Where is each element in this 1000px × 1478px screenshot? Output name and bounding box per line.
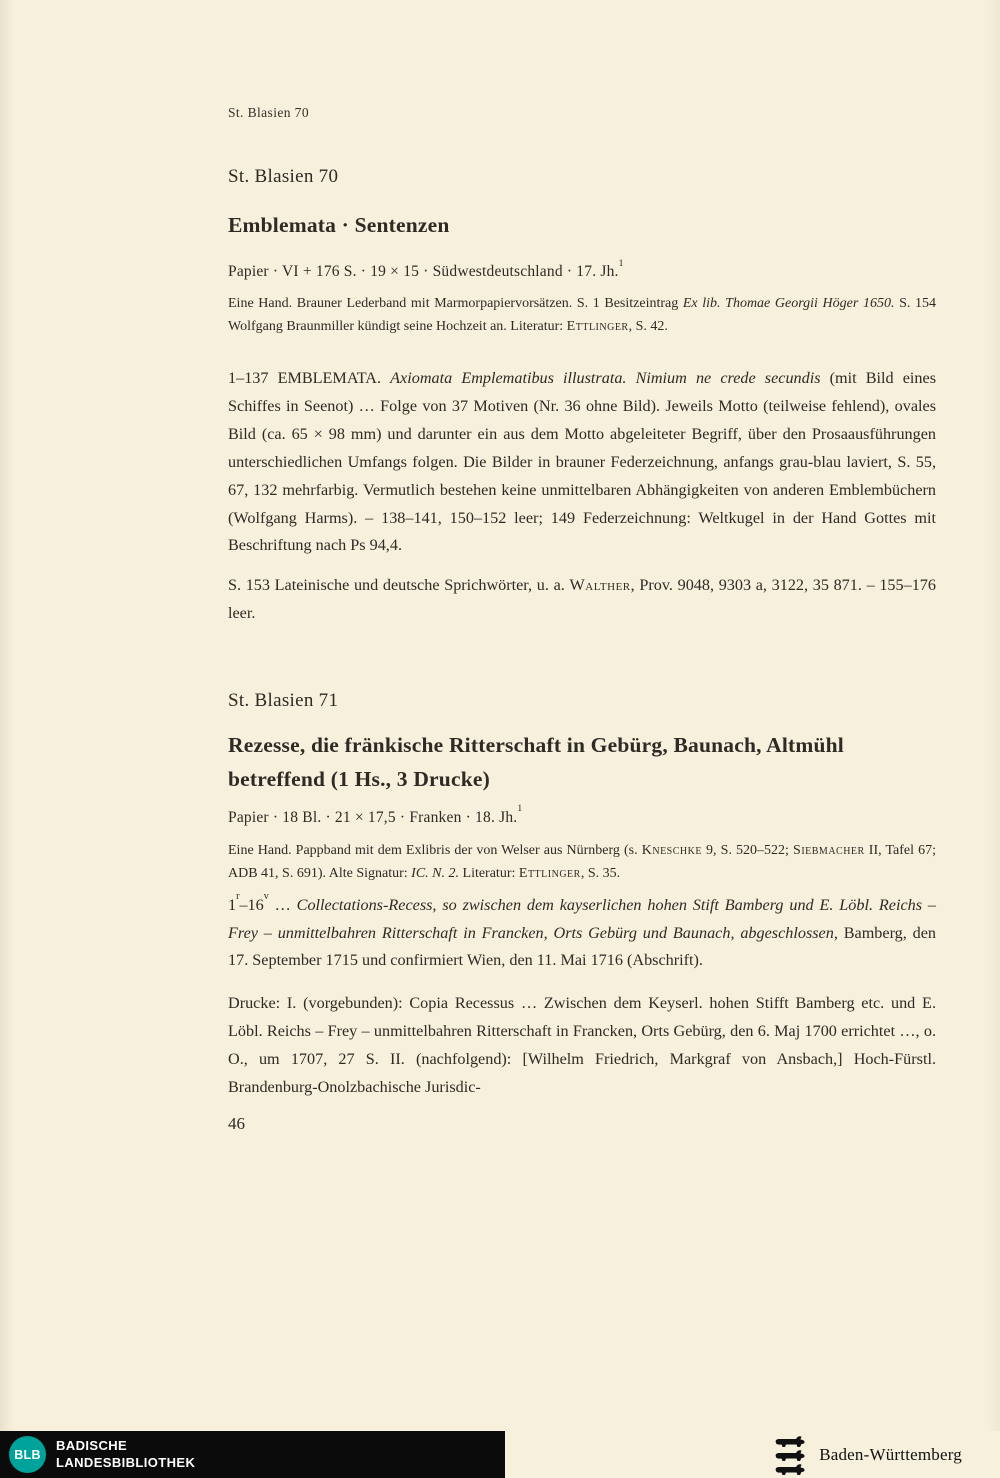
entry-st-blasien-71	[228, 690, 936, 1102]
entry-title: Rezesse, die fränkische Ritterschaft in Gebürg, Baunach, Altmühl betreffend (1 Hs., 3 Drucke)	[228, 733, 844, 792]
blb-logo-icon	[9, 1436, 46, 1473]
content-paragraph-drucke: Drucke: I. (vorgebunden): Copia Recessus … Zwischen dem Keyserl. hohen Stifft Bamberg etc. und E. Löbl. Reichs – Frey – unmittelbahren Ritterschaft in Francken, Orts Gebürg, den 6. Maj 1700 errichtet …, o. O., um 1707, 27 S. II. (nachfolgend): [Wilhelm Friedrich, Markgraf von Ansbach,] Hoch-Fürstl. Brandenburg-Onolzbachische Jurisdic-	[228, 994, 936, 1096]
content-paragraph: 1–137 EMBLEMATA. Axiomata Emplematibus illustrata. Nimium ne crede secundis (mit Bild eines Schiffes in Seenot) … Folge von 37 Motiven (Nr. 36 ohne Bild). Jeweils Motto (teilweise fehlend), ovales Bild (ca. 65 × 98 mm) und darunter ein aus dem Motto abgeleiteter Begriff, über den Prosaausführungen unterschiedlichen Umfangs folgen. Die Bilder in brauner Federzeichnung, anfangs grau-blau laviert, S. 55, 67, 132 mehrfarbig. Vermutlich bestehen keine unmittelbaren Abhängigkeiten von anderen Emblembüchern (Wolfgang Harms). – 138–141, 150–152 leer; 149 Federzeichnung: Weltkugel in der Hand Gottes mit Beschriftung nach Ps 94,4.	[228, 369, 936, 555]
content-paragraph: 1$^r$–16$^v$ … Collectations-Recess, so zwischen dem kayserlichen hohen Stift Bamberg und E. Löbl. Reichs – Frey – unmittelbahren Ritterschaft in Francken, Orts Gebürg und Baunach, abgeschlossen, Bamberg, den 17. September 1715 und confirmiert Wien, den 11. Mai 1716 (Abschrift).	[228, 890, 937, 970]
footer-bar	[0, 1431, 1000, 1478]
baden-wuerttemberg-coat-of-arms-icon	[771, 1434, 811, 1476]
library-name-line2: LANDESBIBLIOTHEK	[56, 1454, 196, 1470]
entry-st-blasien-70	[228, 166, 936, 628]
physical-description: Papier · 18 Bl. · 21 × 17,5 · Franken · 18. Jh.$^1$	[228, 803, 523, 826]
entry-heading: St. Blasien 71	[228, 690, 339, 712]
entry-title: Emblemata · Sentenzen	[228, 213, 450, 237]
page-number: 46	[228, 1113, 245, 1133]
entry-heading: St. Blasien 70	[228, 166, 339, 187]
binding-provenance-note: Eine Hand. Brauner Lederband mit Marmorpapiervorsätzen. S. 1 Besitzeintrag Ex lib. Thomae Georgii Höger 1650. S. 154 Wolfgang Braunmiller kündigt seine Hochzeit an. Literatur: Ettlinger, S. 42.	[228, 296, 936, 335]
content-paragraph-additional: S. 153 Lateinische und deutsche Sprichwörter, u. a. Walther, Prov. 9048, 9303 a, 3122, 35 871. – 155–176 leer.	[228, 576, 936, 623]
state-brand	[505, 1431, 1000, 1478]
library-brand	[0, 1431, 505, 1478]
running-head: St. Blasien 70	[228, 105, 309, 120]
library-name	[56, 1438, 195, 1472]
text-block	[228, 0, 936, 1134]
blb-logo-text: BLB	[14, 1447, 41, 1462]
state-name: Baden-Württemberg	[819, 1444, 962, 1464]
library-name-line1: BADISCHE	[56, 1437, 128, 1453]
physical-description: Papier · VI + 176 S. · 19 × 15 · Südwestdeutschland · 17. Jh.$^1$	[228, 257, 624, 281]
binding-provenance-note: Eine Hand. Pappband mit dem Exlibris der von Welser aus Nürnberg (s. Kneschke 9, S. 520–522; Siebmacher II, Tafel 67; ADB 41, S. 691). Alte Signatur: IC. N. 2. Literatur: Ettlinger, S. 35.	[228, 842, 937, 881]
